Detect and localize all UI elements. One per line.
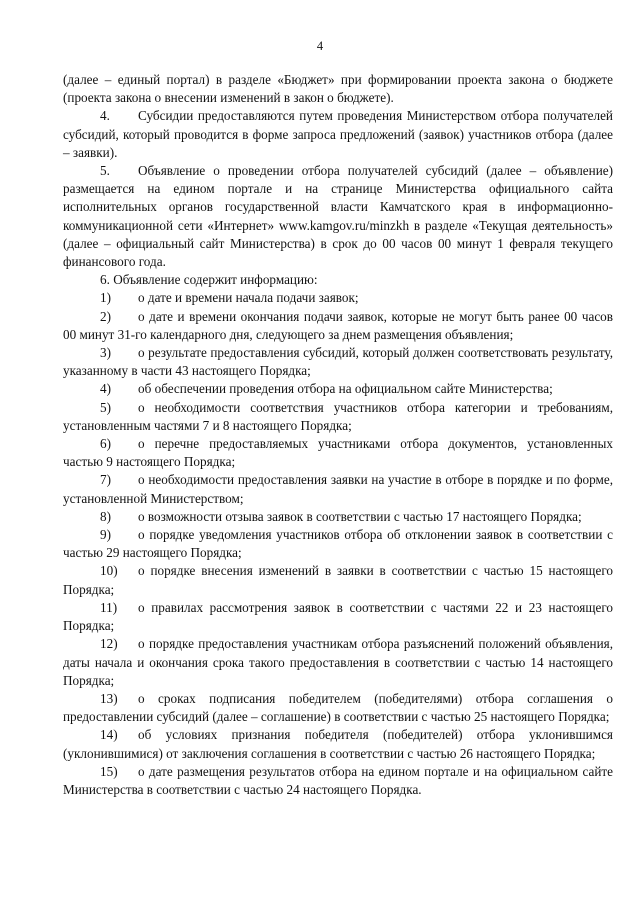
item-number: 11) [100, 599, 118, 615]
paragraph-6 [63, 271, 613, 289]
paragraph-text: 6. Объявление содержит информацию: [100, 272, 318, 288]
list-item-10 [63, 562, 613, 598]
list-item-4 [63, 380, 613, 398]
list-item-14 [63, 726, 613, 762]
paragraph-text: Объявление о проведении отбора получателей субсидий (далее – объявление) размещается на едином портале и на странице Министерства официального сайта исполнительных органов государственной власти Камчатского края в информационно-коммуникационной сети «Интернет» www.kamgov.ru/minzkh в разделе «Текущая деятельность» (далее – официальный сайт Министерства) в срок до 00 часов 00 минут 1 февраля текущего финансового года. [63, 163, 613, 270]
paragraph-5 [63, 162, 613, 271]
item-number: 15) [100, 763, 118, 779]
item-number: 4. [100, 108, 110, 124]
item-number: 3) [100, 345, 111, 361]
list-item-5 [63, 399, 613, 435]
list-item-11 [63, 599, 613, 635]
item-number: 6) [100, 436, 111, 452]
list-item-13 [63, 690, 613, 726]
list-item-8 [63, 508, 613, 526]
item-text: об условиях признания победителя (победителей) отбора уклонившимся (уклонившимися) от заключения соглашения в соответствии с частью 26 настоящего Порядка; [63, 727, 613, 761]
item-text: об обеспечении проведения отбора на официальном сайте Министерства; [138, 381, 553, 397]
item-number: 13) [100, 690, 118, 706]
page-number: 4 [316, 39, 324, 53]
item-number: 10) [100, 563, 118, 579]
item-number: 2) [100, 308, 111, 324]
list-item-9 [63, 526, 613, 562]
list-item-3 [63, 344, 613, 380]
item-text: о результате предоставления субсидий, который должен соответствовать результату, указанному в части 43 настоящего Порядка; [63, 345, 613, 379]
item-number: 8) [100, 508, 111, 524]
list-item-7 [63, 471, 613, 507]
paragraph-4 [63, 107, 613, 162]
item-number: 4) [100, 381, 111, 397]
item-text: о необходимости соответствия участников отбора категории и требованиям, установленным частями 7 и 8 настоящего Порядка; [63, 399, 613, 433]
item-number: 5. [100, 163, 110, 179]
item-text: о дате и времени начала подачи заявок; [138, 290, 359, 306]
list-item-2 [63, 308, 613, 344]
item-text: о порядке внесения изменений в заявки в соответствии с частью 15 настоящего Порядка; [63, 563, 613, 597]
item-text: о необходимости предоставления заявки на участие в отборе в порядке и по форме, установленной Министерством; [63, 472, 613, 506]
item-text: о перечне предоставляемых участниками отбора документов, установленных частью 9 настоящего Порядка; [63, 436, 613, 470]
item-number: 1) [100, 290, 111, 306]
paragraph-text: Субсидии предоставляются путем проведения Министерством отбора получателей субсидий, который проводится в форме запроса предложений (заявок) участников отбора (далее – заявки). [63, 108, 613, 160]
item-number: 14) [100, 727, 118, 743]
item-text: о порядке уведомления участников отбора об отклонении заявок в соответствии с частью 29 настоящего Порядка; [63, 527, 613, 561]
item-text: о порядке предоставления участникам отбора разъяснений положений объявления, даты начала и окончания срока такого предоставления в соответствии с частью 14 настоящего Порядка; [63, 636, 613, 688]
document-body [63, 71, 613, 799]
item-text: о возможности отзыва заявок в соответствии с частью 17 настоящего Порядка; [138, 508, 582, 524]
item-number: 12) [100, 636, 118, 652]
paragraph-text: (далее – единый портал) в разделе «Бюджет» при формировании проекта закона о бюджете (проекта закона о внесении изменений в закон о бюджете). [63, 72, 613, 106]
item-text: о сроках подписания победителем (победителями) отбора соглашения о предоставлении субсидий (далее – соглашение) в соответствии с частью 25 настоящего Порядка; [63, 690, 613, 725]
list-item-1 [63, 289, 613, 307]
list-item-6 [63, 435, 613, 471]
item-text: о правилах рассмотрения заявок в соответствии с частями 22 и 23 настоящего Порядка; [63, 599, 613, 634]
list-item-12 [63, 635, 613, 690]
item-number: 9) [100, 527, 111, 543]
paragraph-continuation [63, 71, 613, 107]
item-text: о дате размещения результатов отбора на едином портале и на официальном сайте Министерства в соответствии с частью 24 настоящего Порядка. [63, 763, 613, 797]
item-text: о дате и времени окончания подачи заявок, которые не могут быть ранее 00 часов 00 минут 31-го календарного дня, следующего за днем размещения объявления; [63, 308, 613, 342]
item-number: 7) [100, 472, 111, 488]
item-number: 5) [100, 399, 111, 415]
list-item-15 [63, 763, 613, 799]
